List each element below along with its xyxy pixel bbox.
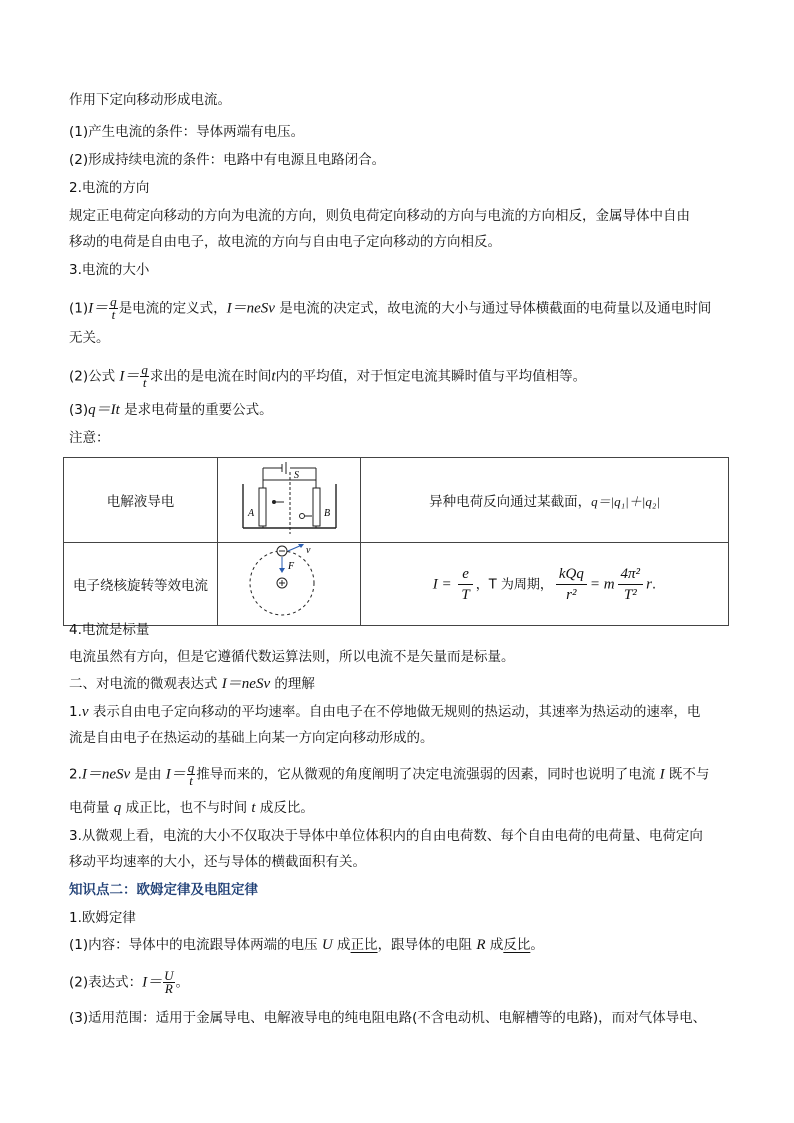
knowledge-point-heading: 知识点二：欧姆定律及电阻定律: [69, 882, 258, 898]
text-line: (1)产生电流的条件：导体两端有电压。: [69, 124, 305, 140]
text-line: 电荷量 q 成正比，也不与时间 t 成反比。: [69, 800, 314, 816]
text-line: 电流虽然有方向，但是它遵循代数运算法则，所以电流不是矢量而是标量。: [69, 649, 515, 665]
fraction-q-over-t: $\frac{q}{t}$: [110, 294, 117, 322]
text-line: 流是自由电子在热运动的基础上向某一方向定向移动形成的。: [69, 730, 434, 746]
text-line: (2)表达式：I＝ $\frac{U}{R}$ 。: [69, 968, 190, 996]
text-line: 2.I＝neSv 是由 I＝ $\frac{q}{t}$ 推导而来的，它从微观的角度阐明了决定电流强弱的因素，同时也说明了电流 I 既不与: [69, 760, 710, 788]
text-line: (2)公式 I＝ $\frac{q}{t}$ 求出的是电流在时间t内的平均值，对于恒定电流其瞬时值与平均值相等。: [69, 362, 587, 390]
text-line: (3)适用范围：适用于金属导电、电解液导电的纯电阻电路(不含电动机、电解槽等的电路)，而对气体导电、: [69, 1010, 707, 1026]
table-cell-formula: I = $\frac{e}{T}$ ，T 为周期， kQq r² = m $\frac{\text{4π²}}{\text{T²}}$ r.: [361, 543, 729, 626]
subheading: 4.电流是标量: [69, 622, 150, 638]
electrolysis-diagram: [218, 458, 360, 538]
fraction-q-over-t: $\frac{q}{t}$: [187, 760, 195, 788]
notes-table: [63, 457, 729, 626]
electron-orbit-diagram: [218, 543, 360, 621]
text-line: (1)内容：导体中的电流跟导体两端的电压 U 成正比，跟导体的电阻 R 成反比。: [69, 937, 544, 953]
text-line: (1)I＝ $\frac{q}{t}$ 是电流的定义式，I＝neSv 是电流的决定式，故电流的大小与通过导体横截面的电荷量以及通电时间: [69, 294, 712, 322]
table-cell-label: 电子绕核旋转等效电流: [64, 543, 218, 626]
table-row: [64, 458, 729, 543]
svg-text:B: B: [324, 508, 331, 519]
text-line: 移动平均速率的大小，还与导体的横截面积有关。: [69, 854, 366, 870]
subheading: 1.欧姆定律: [69, 910, 136, 926]
text-line: 规定正电荷定向移动的方向为电流的方向，则负电荷定向移动的方向与电流的方向相反，金属导体中自由: [69, 208, 690, 224]
text-line: 无关。: [69, 330, 110, 346]
svg-text:v: v: [306, 545, 311, 556]
table-row: [64, 543, 729, 626]
fraction-U-over-R: $\frac{U}{R}$: [164, 968, 174, 996]
text-line: 3.从微观上看，电流的大小不仅取决于导体中单位体积内的自由电荷数、每个自由电荷的电荷量、电荷定向: [69, 828, 703, 844]
svg-text:A: A: [248, 508, 255, 519]
text-line: 1.v 表示自由电子定向移动的平均速率。自由电子在不停地做无规则的热运动，其速率为热运动的速率，电: [69, 704, 701, 720]
text-line: (2)形成持续电流的条件：电路中有电源且电路闭合。: [69, 152, 386, 168]
electrolysis-diagram-cell: [218, 458, 361, 543]
text-line: 作用下定向移动形成电流。: [69, 92, 231, 108]
svg-text:F: F: [288, 561, 295, 572]
fraction-q-over-t: $\frac{q}{t}$: [141, 362, 148, 390]
note-label: 注意：: [69, 430, 110, 446]
text-line: 移动的电荷是自由电子，故电流的方向与自由电子定向移动的方向相反。: [69, 234, 501, 250]
svg-text:S: S: [294, 470, 299, 481]
table-cell-desc: 异种电荷反向通过某截面，q＝|q₁|＋|q₂|: [361, 458, 729, 543]
text-line: (3)q＝It 是求电荷量的重要公式。: [69, 402, 273, 418]
orbit-diagram-cell: [218, 543, 361, 626]
section-heading: 二、对电流的微观表达式 I＝neSv 的理解: [69, 676, 315, 692]
table-cell-label: 电解液导电: [64, 458, 218, 543]
subheading: 2.电流的方向: [69, 180, 150, 196]
subheading: 3.电流的大小: [69, 262, 150, 278]
